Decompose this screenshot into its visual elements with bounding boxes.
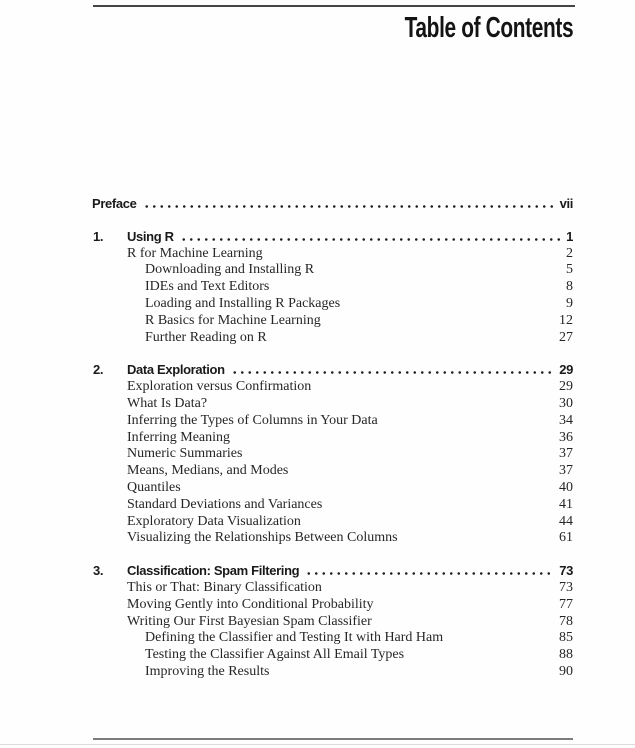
toc-entry-section[interactable] bbox=[92, 664, 573, 681]
toc-entry-chapter[interactable] bbox=[92, 563, 573, 580]
entry-page-number: 37 bbox=[559, 446, 573, 462]
entry-title: What Is Data? bbox=[127, 395, 208, 411]
toc-chapter bbox=[92, 563, 573, 681]
dot-leader bbox=[231, 371, 555, 374]
chapter-number: 2. bbox=[93, 362, 104, 378]
entry-page-number: 12 bbox=[559, 312, 573, 328]
toc-entry-section[interactable] bbox=[92, 262, 573, 279]
entry-page-number: vii bbox=[559, 196, 573, 211]
entry-title: Means, Medians, and Modes bbox=[127, 463, 289, 479]
toc-entry-chapter[interactable] bbox=[92, 362, 573, 379]
toc-chapter bbox=[92, 229, 573, 347]
toc-entry-section[interactable] bbox=[92, 313, 573, 330]
dot-leader bbox=[180, 238, 561, 241]
entry-title: Inferring the Types of Columns in Your Data bbox=[127, 412, 378, 428]
chapter-list bbox=[92, 229, 573, 681]
entry-page-number: 9 bbox=[566, 295, 573, 311]
toc-entry-preface[interactable] bbox=[92, 196, 573, 213]
entry-title: Moving Gently into Conditional Probability bbox=[127, 596, 374, 612]
entry-title: Using R bbox=[127, 228, 174, 244]
dot-leader bbox=[143, 205, 555, 208]
page-edge-line bbox=[0, 744, 635, 745]
entry-title: R for Machine Learning bbox=[127, 245, 263, 261]
entry-title: Testing the Classifier Against All Email Types bbox=[145, 647, 405, 663]
toc-entry-section[interactable] bbox=[92, 514, 573, 531]
entry-title: IDEs and Text Editors bbox=[145, 279, 270, 295]
entry-page-number: 44 bbox=[559, 513, 573, 529]
toc-entry-section[interactable] bbox=[92, 580, 573, 597]
toc-entry-section[interactable] bbox=[92, 246, 573, 263]
chapter-number: 3. bbox=[93, 563, 104, 579]
entry-page-number: 29 bbox=[559, 379, 573, 395]
header-rule bbox=[93, 5, 575, 7]
entry-title: Standard Deviations and Variances bbox=[127, 496, 323, 512]
toc-entry-section[interactable] bbox=[92, 430, 573, 447]
toc-entry-section[interactable] bbox=[92, 396, 573, 413]
entry-page-number: 88 bbox=[559, 647, 573, 663]
entry-title: Writing Our First Bayesian Spam Classifier bbox=[127, 613, 372, 629]
entry-title: Loading and Installing R Packages bbox=[145, 295, 341, 311]
toc-entry-section[interactable] bbox=[92, 480, 573, 497]
entry-page-number: 90 bbox=[559, 663, 573, 679]
toc-entry-section[interactable] bbox=[92, 279, 573, 296]
entry-page-number: 40 bbox=[559, 479, 573, 495]
table-of-contents bbox=[92, 196, 573, 681]
entry-page-number: 34 bbox=[559, 412, 573, 428]
toc-entry-section[interactable] bbox=[92, 647, 573, 664]
entry-title: R Basics for Machine Learning bbox=[145, 312, 321, 328]
entry-page-number: 73 bbox=[559, 579, 573, 595]
chapter-items bbox=[92, 246, 573, 347]
entry-page-number: 61 bbox=[559, 530, 573, 546]
toc-entry-section[interactable] bbox=[92, 296, 573, 313]
entry-page-number: 73 bbox=[559, 563, 573, 579]
toc-entry-section[interactable] bbox=[92, 630, 573, 647]
entry-title: Data Exploration bbox=[127, 362, 225, 378]
entry-title: Exploratory Data Visualization bbox=[127, 513, 301, 529]
toc-entry-section[interactable] bbox=[92, 379, 573, 396]
entry-page-number: 2 bbox=[566, 245, 573, 261]
entry-title: Defining the Classifier and Testing It with Hard Ham bbox=[145, 630, 444, 646]
entry-title: Numeric Summaries bbox=[127, 446, 243, 462]
toc-entry-chapter[interactable] bbox=[92, 229, 573, 246]
entry-page-number: 29 bbox=[559, 362, 573, 378]
entry-page-number: 5 bbox=[566, 262, 573, 278]
toc-entry-section[interactable] bbox=[92, 497, 573, 514]
entry-page-number: 30 bbox=[559, 395, 573, 411]
entry-title: Exploration versus Confirmation bbox=[127, 379, 312, 395]
entry-title: Quantiles bbox=[127, 479, 181, 495]
chapter-items bbox=[92, 580, 573, 681]
entry-title: Inferring Meaning bbox=[127, 429, 231, 445]
entry-page-number: 36 bbox=[559, 429, 573, 445]
entry-page-number: 8 bbox=[566, 279, 573, 295]
entry-page-number: 1 bbox=[566, 228, 573, 244]
toc-entry-section[interactable] bbox=[92, 530, 573, 547]
entry-title: Classification: Spam Filtering bbox=[127, 563, 300, 579]
toc-entry-section[interactable] bbox=[92, 463, 573, 480]
entry-title: Visualizing the Relationships Between Columns bbox=[127, 530, 398, 546]
toc-entry-section[interactable] bbox=[92, 446, 573, 463]
chapter-number: 1. bbox=[93, 228, 104, 244]
footer-rule bbox=[93, 738, 573, 740]
toc-entry-section[interactable] bbox=[92, 413, 573, 430]
entry-page-number: 27 bbox=[559, 329, 573, 345]
entry-page-number: 37 bbox=[559, 463, 573, 479]
toc-chapter bbox=[92, 362, 573, 547]
toc-entry-section[interactable] bbox=[92, 330, 573, 347]
entry-page-number: 41 bbox=[559, 496, 573, 512]
page-title: Table of Contents bbox=[404, 12, 573, 44]
chapter-items bbox=[92, 379, 573, 547]
dot-leader bbox=[305, 572, 554, 575]
entry-page-number: 85 bbox=[559, 630, 573, 646]
entry-title: Improving the Results bbox=[145, 663, 270, 679]
entry-title: Further Reading on R bbox=[145, 329, 267, 345]
entry-title: Preface bbox=[92, 196, 137, 211]
entry-title: This or That: Binary Classification bbox=[127, 579, 322, 595]
entry-page-number: 77 bbox=[559, 596, 573, 612]
entry-title: Downloading and Installing R bbox=[145, 262, 315, 278]
toc-entry-section[interactable] bbox=[92, 614, 573, 631]
toc-entry-section[interactable] bbox=[92, 597, 573, 614]
entry-page-number: 78 bbox=[559, 613, 573, 629]
